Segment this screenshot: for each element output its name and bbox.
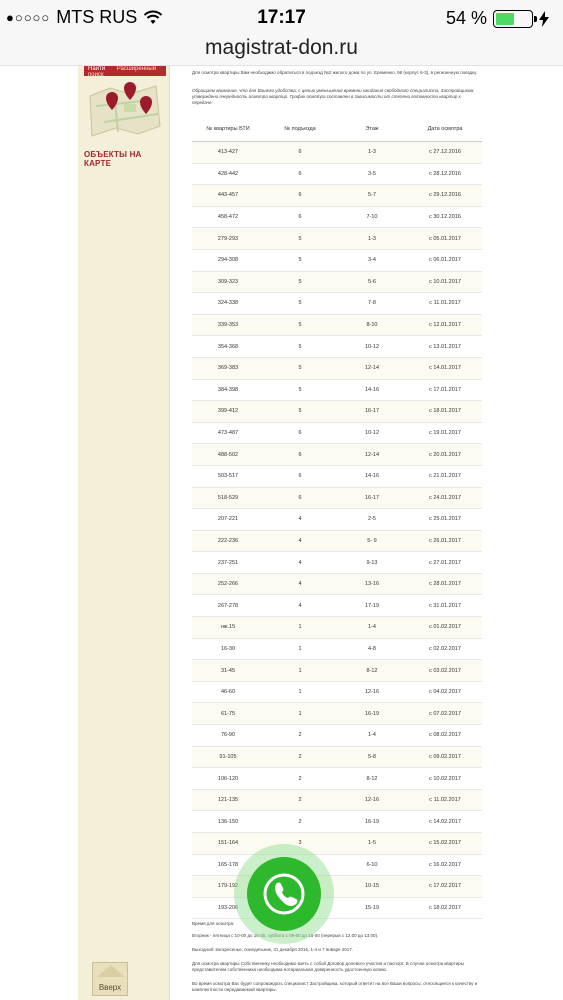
- schedule-note: Обращаем внимание, что для Вашего удобства, с целью уменьшения времени ожидания свободного специалиста, Застройщиком утверждена очередность осмотра квартир. График осмотра составлен в зависимости от степени готовности квартир к передаче:: [192, 88, 474, 105]
- cell-entrance: 5: [298, 300, 302, 307]
- cell-apartment: 339-353: [217, 322, 239, 329]
- table-row: [192, 833, 482, 855]
- table-row: [192, 228, 482, 250]
- table-row: [192, 747, 482, 769]
- cell-apartment: 252-266: [217, 581, 239, 588]
- cell-floor: 8-10: [366, 322, 378, 329]
- cell-entrance: 2: [298, 797, 302, 804]
- cell-date: с 04.02.2017: [429, 689, 461, 696]
- cell-entrance: 5: [298, 386, 302, 393]
- cell-floor: 4-8: [368, 645, 376, 652]
- cell-entrance: 6: [298, 170, 302, 177]
- cell-floor: 7-10: [366, 214, 378, 221]
- advanced-search-label: Расширенный поиск: [88, 66, 157, 78]
- cell-date: с 18.01.2017: [429, 408, 461, 415]
- header-floor: Этаж: [365, 125, 379, 132]
- cell-date: с 06.01.2017: [429, 257, 461, 264]
- table-header: [192, 116, 482, 142]
- cell-apartment: 267-278: [217, 602, 239, 609]
- map-icon[interactable]: [84, 82, 164, 138]
- cell-date: с 09.02.2017: [429, 753, 461, 760]
- table-row: [192, 639, 482, 661]
- cell-entrance: 5: [298, 343, 302, 350]
- table-row: [192, 358, 482, 380]
- cell-floor: 12-16: [364, 689, 380, 696]
- cell-apartment: 324-338: [217, 300, 239, 307]
- cell-entrance: 1: [298, 624, 302, 631]
- cell-entrance: 1: [298, 645, 302, 652]
- status-bar: [0, 0, 563, 36]
- cell-floor: 1-4: [368, 732, 376, 739]
- cell-floor: 5- 9: [367, 537, 377, 544]
- cell-floor: 3-5: [368, 170, 376, 177]
- cell-entrance: 6: [298, 451, 302, 458]
- cell-apartment: 165-178: [217, 861, 239, 868]
- cell-apartment: нж.15: [220, 624, 236, 631]
- cell-floor: 5-6: [368, 278, 376, 285]
- cell-floor: 8-12: [366, 775, 378, 782]
- table-row: [192, 250, 482, 272]
- cell-date: с 13.01.2017: [429, 343, 461, 350]
- cell-apartment: 369-383: [217, 365, 239, 372]
- cell-apartment: 384-398: [217, 386, 239, 393]
- cell-date: с 11.01.2017: [429, 300, 461, 307]
- cell-apartment: 61-75: [220, 710, 236, 717]
- cell-floor: 5-7: [368, 192, 376, 199]
- cell-date: с 27.12.2016: [429, 149, 461, 156]
- cell-floor: 10-12: [364, 430, 380, 437]
- table-row: [192, 811, 482, 833]
- cell-date: с 10.02.2017: [429, 775, 461, 782]
- cell-entrance: 5: [298, 365, 302, 372]
- cell-date: с 19.01.2017: [429, 430, 461, 437]
- cell-entrance: 2: [298, 775, 302, 782]
- cell-entrance: 6: [298, 214, 302, 221]
- cell-date: с 30.12.2016: [429, 214, 461, 221]
- table-row: [192, 272, 482, 294]
- address-bar[interactable]: [0, 36, 563, 66]
- cell-apartment: 279-293: [217, 235, 239, 242]
- cell-floor: 5-8: [368, 753, 376, 760]
- cell-apartment: 151-164: [217, 840, 239, 847]
- cell-apartment: 443-457: [217, 192, 239, 199]
- cell-entrance: 4: [298, 537, 302, 544]
- cell-date: с 14.02.2017: [429, 818, 461, 825]
- web-page: [0, 66, 563, 1000]
- cell-apartment: 16-30: [220, 645, 236, 652]
- specialist-note: Во время осмотра Вас будет сопровождать специалист Застройщика, который ответит на все Ваши вопросы, относящиеся к качеству и комплектности передаваемой квартиры.: [192, 981, 478, 992]
- documents-note: Для осмотра квартиры Собственнику необходимо взять с собой Договор долевого участия и паспорт. В случае осмотра квартиры представителем собственника необходима нотариальная доверенность удостоенную копию.: [192, 961, 464, 972]
- cell-date: с 02.02.2017: [429, 645, 461, 652]
- cell-apartment: 428-442: [217, 170, 239, 177]
- cell-apartment: 458-472: [217, 214, 239, 221]
- search-button-label: Найти: [88, 66, 106, 72]
- cell-floor: 10-15: [364, 883, 380, 890]
- cell-floor: 16-17: [364, 494, 380, 501]
- cell-date: с 27.01.2017: [429, 559, 461, 566]
- cell-entrance: 6: [298, 494, 302, 501]
- cell-floor: 3-4: [368, 257, 376, 264]
- cell-date: с 29.12.2016: [429, 192, 461, 199]
- cell-floor: 7-8: [368, 300, 376, 307]
- cell-apartment: 76-90: [220, 732, 236, 739]
- cell-entrance: 5: [298, 278, 302, 285]
- cell-floor: 16-19: [364, 710, 380, 717]
- cell-floor: 12-16: [364, 797, 380, 804]
- cell-floor: 15-19: [364, 905, 380, 912]
- table-row: [192, 444, 482, 466]
- cell-floor: 12-14: [364, 451, 380, 458]
- cell-apartment: 473-487: [217, 430, 239, 437]
- cell-date: с 12.01.2017: [429, 322, 461, 329]
- map-objects-link[interactable]: ОБЪЕКТЫ НА КАРТЕ: [84, 150, 142, 168]
- cell-entrance: 2: [298, 818, 302, 825]
- scroll-up-button[interactable]: [92, 962, 128, 996]
- table-row: [192, 164, 482, 186]
- cell-floor: 14-16: [364, 473, 380, 480]
- cell-apartment: 106-120: [217, 775, 239, 782]
- cell-apartment: 222-236: [217, 537, 239, 544]
- table-row: [192, 703, 482, 725]
- cell-floor: 8-12: [366, 667, 378, 674]
- cell-apartment: 46-60: [220, 689, 236, 696]
- cell-entrance: 5: [298, 257, 302, 264]
- cell-floor: 14-16: [364, 386, 380, 393]
- cell-date: с 17.01.2017: [429, 386, 461, 393]
- cell-apartment: 354-368: [217, 343, 239, 350]
- days-off: Выходной: воскресенье, понедельник, 31 декабря 2016, 1-4 и 7 января 2017.: [192, 947, 353, 952]
- table-row: [192, 380, 482, 402]
- cell-entrance: 1: [298, 689, 302, 696]
- table-row: [192, 552, 482, 574]
- table-row: [192, 660, 482, 682]
- cell-apartment: 294-308: [217, 257, 239, 264]
- cell-date: с 24.01.2017: [429, 494, 461, 501]
- cell-entrance: 4: [298, 602, 302, 609]
- header-date: Дата осмотра: [427, 125, 463, 132]
- table-row: [192, 855, 482, 877]
- battery-level: [496, 13, 514, 25]
- cell-apartment: 518-529: [217, 494, 239, 501]
- sidebar: [78, 66, 170, 1000]
- cell-entrance: 6: [298, 149, 302, 156]
- table-body: [192, 142, 482, 919]
- cell-floor: 16-19: [364, 818, 380, 825]
- cell-apartment: 179-192: [217, 883, 239, 890]
- cell-apartment: 121-135: [217, 797, 239, 804]
- cell-date: с 08.02.2017: [429, 732, 461, 739]
- cell-entrance: 5: [298, 322, 302, 329]
- cell-entrance: 5: [298, 235, 302, 242]
- cell-entrance: 6: [298, 473, 302, 480]
- table-row: [192, 617, 482, 639]
- cell-date: с 18.02.2017: [429, 905, 461, 912]
- battery-icon: [493, 10, 533, 28]
- cell-floor: 16-17: [364, 408, 380, 415]
- cell-date: с 28.12.2016: [429, 170, 461, 177]
- cell-entrance: 2: [298, 732, 302, 739]
- cell-date: с 31.01.2017: [429, 602, 461, 609]
- cell-floor: 1-4: [368, 624, 376, 631]
- cell-entrance: 5: [298, 408, 302, 415]
- cell-apartment: 488-502: [217, 451, 239, 458]
- table-row: [192, 185, 482, 207]
- inspection-schedule-table: [192, 116, 482, 919]
- header-apartment: № квартиры БТИ: [206, 125, 250, 132]
- cell-floor: 9-13: [366, 559, 378, 566]
- signal-strength-icon: ●○○○○: [6, 10, 51, 25]
- search-button[interactable]: [84, 66, 166, 76]
- cell-date: с 25.01.2017: [429, 516, 461, 523]
- cell-entrance: 6: [298, 192, 302, 199]
- cell-apartment: 31-45: [220, 667, 236, 674]
- url-text: magistrat-don.ru: [205, 36, 358, 59]
- cell-apartment: 91-105: [219, 753, 237, 760]
- table-row: [192, 574, 482, 596]
- table-row: [192, 336, 482, 358]
- cell-floor: 6-10: [366, 861, 378, 868]
- cell-entrance: 4: [298, 581, 302, 588]
- cell-date: с 14.01.2017: [429, 365, 461, 372]
- table-row: [192, 488, 482, 510]
- carrier-name: MTS RUS: [56, 7, 138, 27]
- cell-floor: 17-19: [364, 602, 380, 609]
- cell-date: с 03.02.2017: [429, 667, 461, 674]
- table-row: [192, 401, 482, 423]
- cell-apartment: 193-206: [217, 905, 239, 912]
- cell-entrance: 6: [298, 430, 302, 437]
- weekday-hours: Вторник - пятница с 10-00 до 16-30, суббота с 09-00 до 16-00 (перерыв с 12.00 до 13.00).: [192, 933, 379, 938]
- cell-floor: 13-16: [364, 581, 380, 588]
- cell-floor: 1-3: [368, 149, 376, 156]
- battery-percent: 54 %: [445, 8, 487, 28]
- cell-apartment: 503-517: [217, 473, 239, 480]
- cell-entrance: 4: [298, 516, 302, 523]
- cell-entrance: 1: [298, 667, 302, 674]
- clock: 17:17: [257, 7, 306, 28]
- cell-date: с 11.02.2017: [429, 797, 461, 804]
- cell-apartment: 136-150: [217, 818, 239, 825]
- table-row: [192, 509, 482, 531]
- cell-entrance: 3: [298, 840, 302, 847]
- table-row: [192, 293, 482, 315]
- charging-bolt-icon: [539, 11, 549, 27]
- battery-status: [446, 8, 549, 29]
- cell-date: с 16.02.2017: [429, 861, 461, 868]
- table-row: [192, 595, 482, 617]
- scroll-up-label: Вверх: [98, 983, 122, 992]
- table-row: [192, 768, 482, 790]
- cell-floor: 1-5: [368, 840, 376, 847]
- table-row: [192, 531, 482, 553]
- cell-date: с 28.01.2017: [429, 581, 461, 588]
- cell-date: с 21.01.2017: [429, 473, 461, 480]
- cell-floor: 10-12: [364, 343, 380, 350]
- cell-date: с 05.01.2017: [429, 235, 461, 242]
- cell-date: с 07.02.2017: [429, 710, 461, 717]
- cell-date: с 26.01.2017: [429, 537, 461, 544]
- table-row: [192, 142, 482, 164]
- cell-date: с 01.02.2017: [429, 624, 461, 631]
- cell-apartment: 207-221: [217, 516, 239, 523]
- cell-date: с 20.01.2017: [429, 451, 461, 458]
- cell-floor: 1-3: [368, 235, 376, 242]
- table-row: [192, 725, 482, 747]
- phone-icon: [247, 857, 321, 931]
- cell-date: с 15.02.2017: [429, 840, 461, 847]
- intro-text: Для осмотра квартиры Вам необходимо обратиться в подъезд №2 жилого дома по ул. Еременко, 98 (корпус 6-3), в регионнную поездку.: [192, 70, 478, 75]
- cell-entrance: 2: [298, 753, 302, 760]
- table-row: [192, 207, 482, 229]
- cell-entrance: 1: [298, 710, 302, 717]
- cell-date: с 17.02.2017: [429, 883, 461, 890]
- cell-apartment: 309-323: [217, 278, 239, 285]
- table-row: [192, 790, 482, 812]
- table-row: [192, 315, 482, 337]
- header-entrance: № подъезда: [284, 125, 316, 132]
- table-row: [192, 423, 482, 445]
- call-button[interactable]: [234, 844, 334, 944]
- inspection-time-label: Время для осмотра:: [192, 921, 235, 926]
- table-row: [192, 682, 482, 704]
- cell-date: с 10.01.2017: [429, 278, 461, 285]
- cell-apartment: 413-427: [217, 149, 239, 156]
- cell-floor: 2-5: [368, 516, 376, 523]
- cell-apartment: 399-412: [217, 408, 239, 415]
- table-row: [192, 466, 482, 488]
- cell-floor: 12-14: [364, 365, 380, 372]
- cell-entrance: 4: [298, 559, 302, 566]
- cell-apartment: 237-251: [217, 559, 239, 566]
